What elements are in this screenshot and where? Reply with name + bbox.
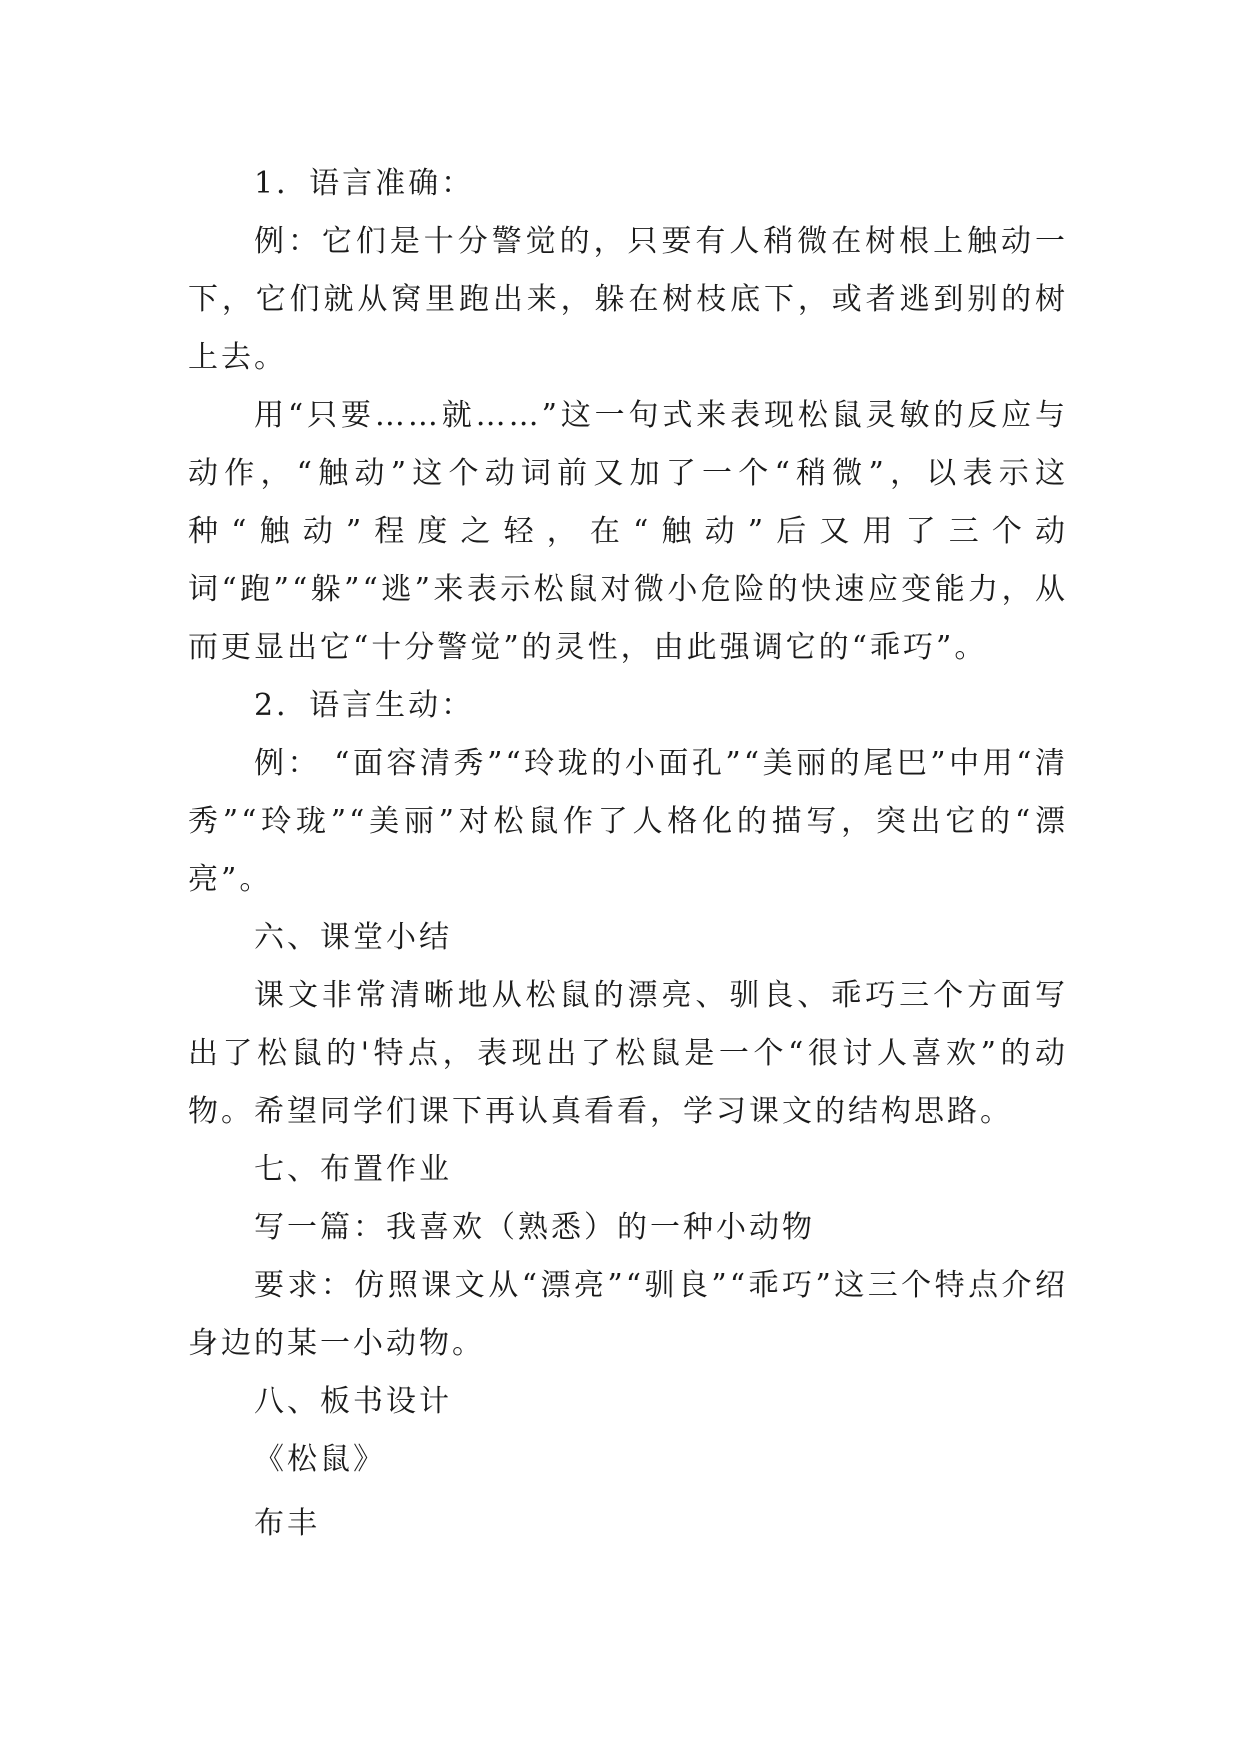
heading-language-accurate: 1．语言准确： bbox=[254, 166, 475, 201]
summary-paragraph: 课文非常清晰地从松鼠的漂亮、驯良、乖巧三个方面写出了松鼠的'特点，表现出了松鼠是一个“很讨人喜欢”的动物。希望同学们课下再认真看看，学习课文的结构思路。 bbox=[188, 978, 1068, 1129]
board-author: 布丰 bbox=[254, 1506, 320, 1541]
homework-task: 写一篇：我喜欢（熟悉）的一种小动物 bbox=[254, 1210, 815, 1245]
board-title: 《松鼠》 bbox=[254, 1442, 386, 1477]
example-paragraph-1: 例：它们是十分警觉的，只要有人稍微在树根上触动一下，它们就从窝里跑出来，躲在树枝底下，或者逃到别的树上去。 bbox=[188, 224, 1068, 375]
analysis-paragraph-1: 用“只要……就……”这一句式来表现松鼠灵敏的反应与动作，“触动”这个动词前又加了一个“稍微”，以表示这种“触动”程度之轻，在“触动”后又用了三个动词“跑”“躲”“逃”来表示松鼠对微小危险的快速应变能力，从而更显出它“十分警觉”的灵性，由此强调它的“乖巧”。 bbox=[188, 398, 1068, 665]
heading-language-vivid: 2．语言生动： bbox=[254, 688, 475, 723]
homework-requirement: 要求：仿照课文从“漂亮”“驯良”“乖巧”这三个特点介绍身边的某一小动物。 bbox=[188, 1268, 1068, 1361]
heading-board-design: 八、板书设计 bbox=[254, 1384, 452, 1419]
heading-lesson-summary: 六、课堂小结 bbox=[254, 920, 452, 955]
heading-homework: 七、布置作业 bbox=[254, 1152, 452, 1187]
document-body bbox=[188, 155, 1068, 1553]
example-paragraph-2: 例： “面容清秀”“玲珑的小面孔”“美丽的尾巴”中用“清秀”“玲珑”“美丽”对松鼠作了人格化的描写，突出它的“漂亮”。 bbox=[188, 746, 1068, 897]
